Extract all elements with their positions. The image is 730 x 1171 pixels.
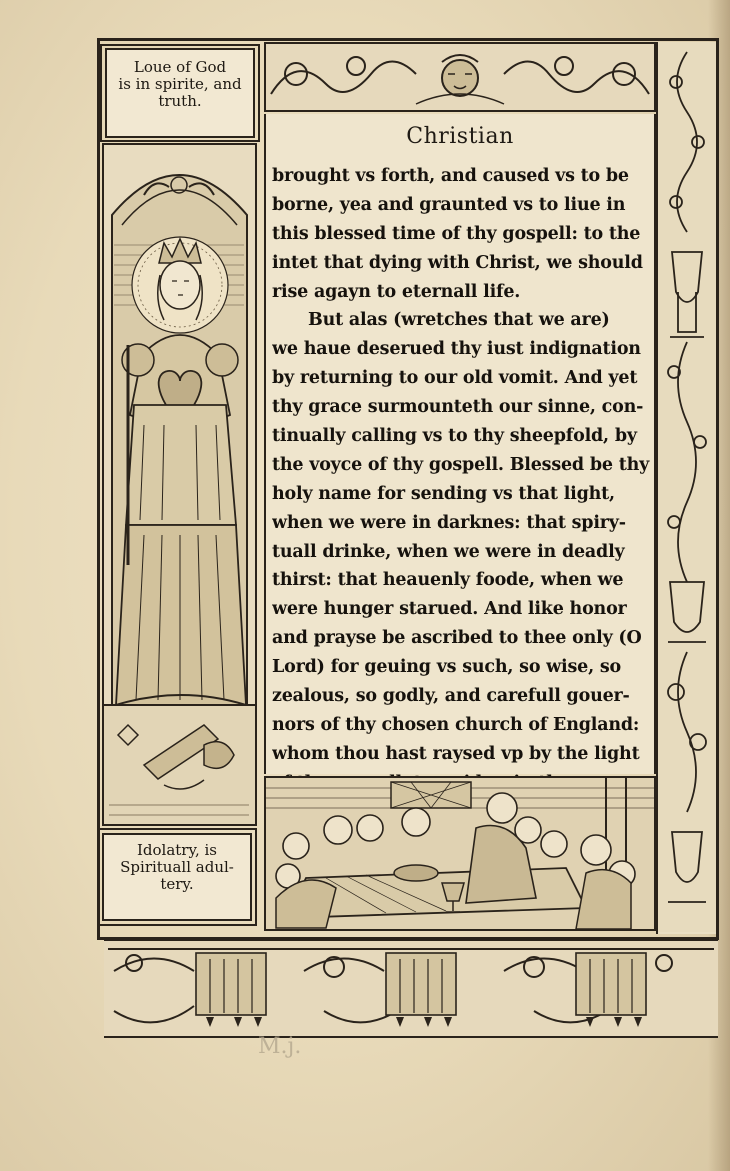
margin-note-top-line-1: Loue of God — [133, 58, 227, 76]
text-line: zealous, so godly, and carefull gouer- — [272, 686, 630, 707]
text-line: intet that dying with Christ, we should — [272, 252, 643, 273]
margin-note-top-line-3: truth. — [158, 92, 202, 110]
text-line: this blessed time of thy gospell: to the — [272, 223, 641, 244]
text-line: were hunger starued. And like honor — [272, 599, 627, 620]
text-line: brought vs forth, and caused vs to be — [272, 166, 629, 186]
margin-note-bottom — [102, 833, 252, 921]
crowned-virtue-figure-icon — [102, 143, 257, 826]
page-title: Christian — [406, 124, 514, 149]
text-line: borne, yea and graunted vs to liue in — [272, 194, 626, 215]
text-line: thy grace surmounteth our sinne, con- — [272, 397, 644, 418]
margin-note-bottom-line-2: Spirituall adul- — [120, 858, 234, 876]
text-line: rise agayn to eternall life. — [272, 281, 521, 302]
body-text — [272, 162, 652, 798]
vase-flower-border-icon — [656, 42, 716, 934]
margin-note-top-line-2: is in spirite, and — [118, 75, 242, 93]
floral-frieze-icon — [264, 42, 656, 112]
text-line: tuall drinke, when we were in deadly — [272, 541, 625, 562]
text-line: we haue deserued thy iust indignation — [272, 339, 641, 360]
text-line: But alas (wretches that we are) — [308, 310, 610, 331]
last-supper-woodcut-icon — [264, 776, 656, 931]
text-line: tinually calling vs to thy sheepfold, by — [272, 426, 637, 447]
text-line: when we were in darknes: that spiry- — [272, 512, 626, 533]
text-line: Lord) for geuing vs such, so wise, so — [272, 657, 621, 678]
margin-note-top — [105, 48, 255, 138]
text-line: holy name for sending vs that light, — [272, 483, 615, 504]
margin-note-bottom-line-1: Idolatry, is — [136, 841, 217, 859]
text-line: nors of thy chosen church of England: — [272, 714, 640, 735]
text-line: whom thou hast raysed vp by the light — [272, 743, 640, 764]
text-line: thirst: that heauenly foode, when we — [272, 570, 624, 591]
main-text-block — [264, 114, 656, 774]
margin-note-bottom-line-3: tery. — [160, 875, 194, 893]
text-line: and prayse be ascribed to thee only (O — [272, 628, 642, 649]
text-line: the voyce of thy gospell. Blessed be thy — [272, 454, 650, 475]
signature-mark: M.j. — [258, 1034, 302, 1059]
text-line: by returning to our old vomit. And yet — [272, 368, 638, 389]
rose-arcade-border-icon — [104, 938, 718, 1038]
